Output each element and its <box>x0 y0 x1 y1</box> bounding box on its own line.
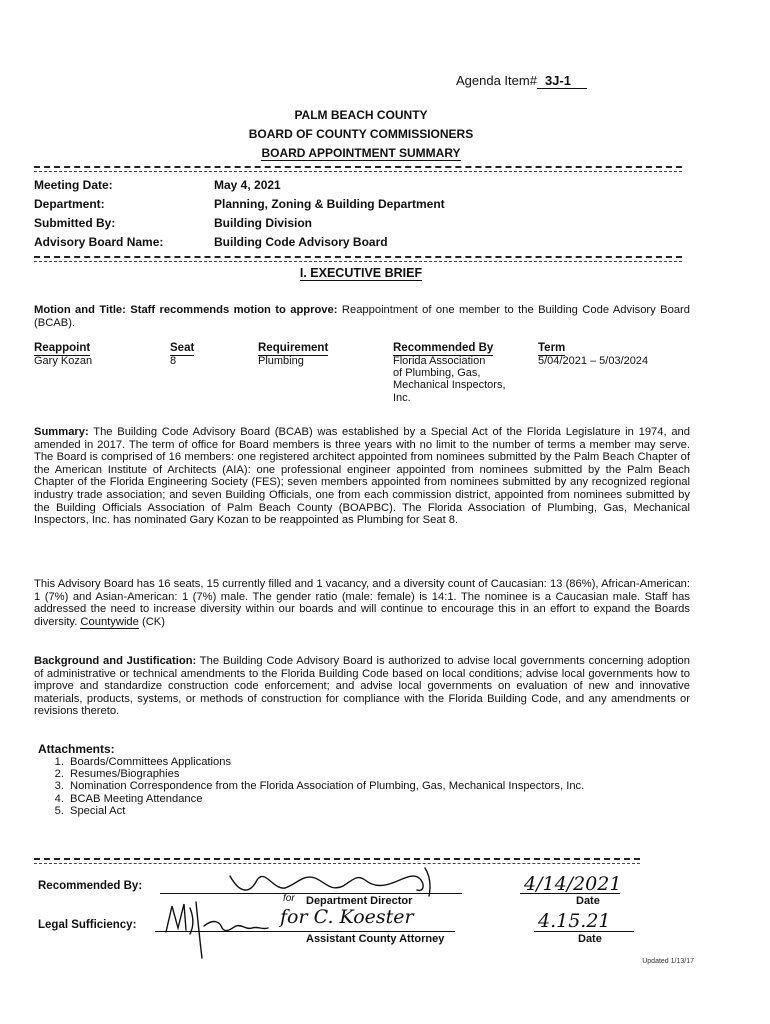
recommended-by-line: Inc. <box>393 391 411 404</box>
director-signature-image <box>225 866 455 898</box>
legal-signature-image <box>160 898 270 960</box>
attachment-item: 4. BCAB Meeting Attendance <box>54 792 203 805</box>
department-label: Department: <box>34 197 105 211</box>
meeting-date-label: Meeting Date: <box>34 178 113 192</box>
executive-brief-heading: I. EXECUTIVE BRIEF <box>299 266 423 280</box>
agenda-item <box>456 73 587 89</box>
diversity-text: This Advisory Board has 16 seats, 15 currently filled and 1 vacancy, and a diversity count of Caucasian: 13 (86%), African-American: 1 (7%) and Asian-American: 1 (7%) male. The gender ratio (male: female) is 14:1. The nominee is a Caucasian male. Staff has addressed the need to increase diversity within our boards and will continue to encourage this in an effort to expand the Boards diversity. <box>34 578 690 628</box>
countywide-text: Countywide <box>80 615 139 628</box>
submitted-by-value: Building Division <box>214 216 312 230</box>
recommended-date-caption: Date <box>576 895 600 907</box>
recommended-by-label: Recommended By: <box>38 880 143 892</box>
legal-sufficiency-label: Legal Sufficiency: <box>38 919 137 931</box>
updated-note: Updated 1/13/17 <box>642 958 694 965</box>
legal-date-handwritten: 4.15.21 <box>538 910 611 932</box>
diversity-paragraph <box>34 578 690 628</box>
background-text: The Building Code Advisory Board is authorized to advise local governments concerning adoption of administrative or technical amendments to the Florida Building Code based on local conditions; advise local governments how to improve and standardize construction code enforcement; and advise local governments on evaluation of new and innovative materials, products, systems, or methods of construction for compliance with the Florida Building Code, and any amendments or revisions thereto. <box>34 655 690 718</box>
legal-for-handwritten: for C. Koester <box>280 906 414 928</box>
header-board: BOARD OF COUNTY COMMISSIONERS <box>248 127 474 141</box>
attachment-item: 1. Boards/Committees Applications <box>54 756 232 768</box>
cell-requirement: Plumbing <box>258 355 304 367</box>
cell-term: 5/04/2021 – 5/03/2024 <box>538 355 649 367</box>
agenda-item-number: 3J-1 <box>537 73 587 89</box>
motion-text: Reappointment of one member to the Building Code Advisory Board (BCAB). <box>34 304 690 329</box>
agenda-item-label: Agenda Item# <box>456 73 537 88</box>
col-requirement-header: Requirement <box>258 342 329 354</box>
recommended-date-handwritten: 4/14/2021 <box>524 873 622 895</box>
motion-label: Motion and Title: Staff recommends motion to approve: <box>34 304 338 316</box>
advisory-board-value: Building Code Advisory Board <box>214 235 388 249</box>
divider-meta <box>34 256 682 262</box>
cell-recommended-by <box>393 355 506 404</box>
col-seat-header: Seat <box>170 342 195 354</box>
submitted-by-label: Submitted By: <box>34 216 116 230</box>
attachment-item: 5. Special Act <box>54 804 126 817</box>
summary-label: Summary: <box>34 426 89 438</box>
header-county: PALM BEACH COUNTY <box>294 108 428 122</box>
divider-top <box>34 166 682 172</box>
legal-date-caption: Date <box>578 933 602 945</box>
header-summary-title: BOARD APPOINTMENT SUMMARY <box>261 146 461 160</box>
department-director-caption: Department Director <box>306 895 413 907</box>
attachment-item: 2. Resumes/Biographies <box>54 768 180 781</box>
recommended-by-line: Florida Association <box>393 355 486 367</box>
attachments-title: Attachments: <box>38 742 115 756</box>
cell-reappoint: Gary Kozan <box>34 355 93 367</box>
col-reappoint-header: Reappoint <box>34 342 91 354</box>
motion-paragraph <box>34 304 690 329</box>
attachment-item: 3. Nomination Correspondence from the Florida Association of Plumbing, Gas, Mechanical Inspectors, Inc. <box>54 780 585 793</box>
recommended-by-line: Mechanical Inspectors, <box>393 379 506 392</box>
background-label: Background and Justification: <box>34 655 197 667</box>
summary-text: The Building Code Advisory Board (BCAB) was established by a Special Act of the Florida Legislature in 1974, and amended in 2017. The term of office for Board members is three years with no limit to the number of terms a member may serve. The Board is comprised of 16 members: one registered architect appointed from nominees submitted by the Palm Beach Chapter of the American Institute of Architects (AIA): one professional engineer appointed from nominees submitted by the Palm Beach Chapter of the Florida Engineering Society (FES); seven members appointed from nominees submitted by any recognized regional industry trade association; and seven Building Officials, one from each commission district, appointed from nominees submitted by the Building Officials Association of Palm Beach County (BOAPBC). The Florida Association of Plumbing, Gas, Mechanical Inspectors, Inc. has nominated Gary Kozan to be reappointed as Plumbing for Seat 8. <box>34 426 690 527</box>
background-paragraph <box>34 655 690 718</box>
summary-paragraph <box>34 426 690 527</box>
col-recommended-by-header: Recommended By <box>393 342 494 354</box>
recommended-for-handwritten: for <box>283 893 295 904</box>
recommended-by-line: of Plumbing, Gas, <box>393 367 481 380</box>
attachments-list <box>38 756 698 817</box>
cell-seat: 8 <box>170 355 177 367</box>
advisory-board-label: Advisory Board Name: <box>34 235 164 249</box>
meeting-date-value: May 4, 2021 <box>214 178 281 192</box>
department-value: Planning, Zoning & Building Department <box>214 197 445 211</box>
col-term-header: Term <box>538 342 566 354</box>
divider-signatures <box>34 858 640 864</box>
diversity-suffix: (CK) <box>138 615 165 628</box>
assistant-county-attorney-caption: Assistant County Attorney <box>306 933 445 945</box>
